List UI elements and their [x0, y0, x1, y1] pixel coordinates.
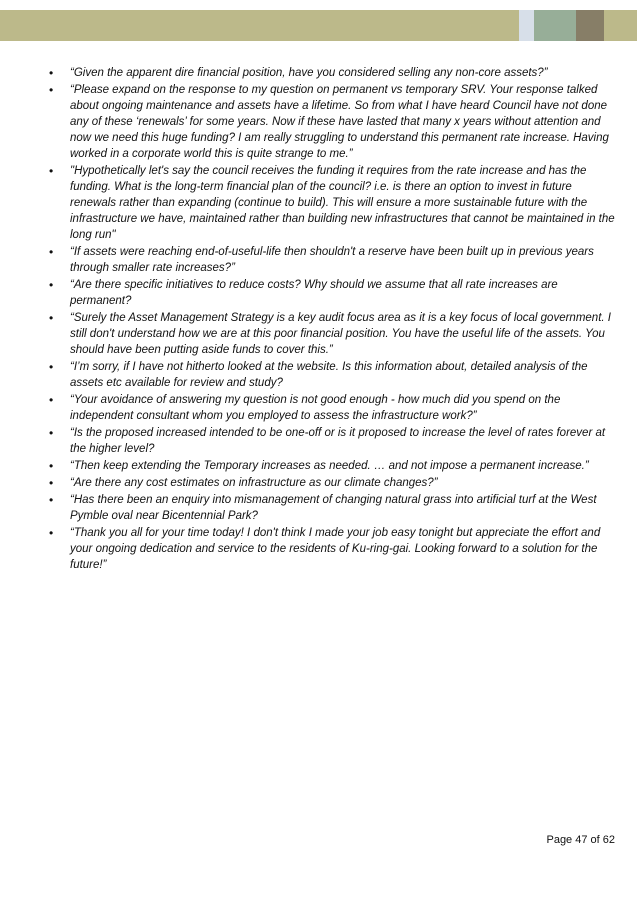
list-item: • “Has there been an enquiry into mismanagement of changing natural grass into artificial turf at the West Pymble oval near Bicentennial Park?: [49, 492, 621, 524]
list-item: • “Your avoidance of answering my question is not good enough - how much did you spend on the independent consultant whom you employed to assess the infrastructure work?”: [49, 392, 621, 424]
list-item: • “Then keep extending the Temporary increases as needed. … and not impose a permanent increase.”: [49, 458, 621, 474]
list-item: • “Surely the Asset Management Strategy is a key audit focus area as it is a key focus of local government. I still don't understand how we are at this poor financial position. You have the useful life of the assets. You should have been putting aside funds to cover this.”: [49, 310, 621, 358]
header-block-end: [604, 10, 637, 41]
list-item: • “Please expand on the response to my question on permanent vs temporary SRV. Your response talked about ongoing maintenance and assets have a lifetime. So from what I have heard Council have not done any of these ‘renewals’ for some years. Now if these have lasted that many x years without attention and now we need this huge funding? I am really struggling to understand this permanent rate increase. Having worked in a corporate world this is quite strange to me.”: [49, 82, 621, 162]
list-item: • “I’m sorry, if I have not hitherto looked at the website. Is this information about, detailed analysis of the assets etc available for review and study?: [49, 359, 621, 391]
header-block-sage: [534, 10, 576, 41]
list-item: • “Are there specific initiatives to reduce costs? Why should we assume that all rate increases are permanent?: [49, 277, 621, 309]
page-number: Page 47 of 62: [546, 834, 615, 846]
header-block-light-blue: [519, 10, 534, 41]
comment-list: [49, 65, 621, 573]
header-band: [0, 10, 637, 41]
list-item: • “Thank you all for your time today! I don't think I made your job easy tonight but appreciate the effort and your ongoing dedication and service to the residents of Ku-ring-gai. Looking forward to a solution for the future!”: [49, 525, 621, 573]
list-item: • "Hypothetically let's say the council receives the funding it requires from the rate increase and has the funding. What is the long-term financial plan of the council? i.e. is there an option to invest in future renewals rather than expanding (continue to build). This will ensure a more sustainable future with the infrastructure we have, maintained rather than building new infrastructures that cannot be maintained in the long run": [49, 163, 621, 243]
list-item: • “Is the proposed increased intended to be one-off or is it proposed to increase the level of rates forever at the higher level?: [49, 425, 621, 457]
list-item: • “Are there any cost estimates on infrastructure as our climate changes?”: [49, 475, 621, 491]
header-band-main: [0, 10, 519, 41]
document-body: [49, 65, 621, 574]
list-item: • “Given the apparent dire financial position, have you considered selling any non-core assets?”: [49, 65, 621, 81]
list-item: • “If assets were reaching end-of-useful-life then shouldn't a reserve have been built up in previous years through smaller rate increases?”: [49, 244, 621, 276]
header-block-taupe: [576, 10, 604, 41]
